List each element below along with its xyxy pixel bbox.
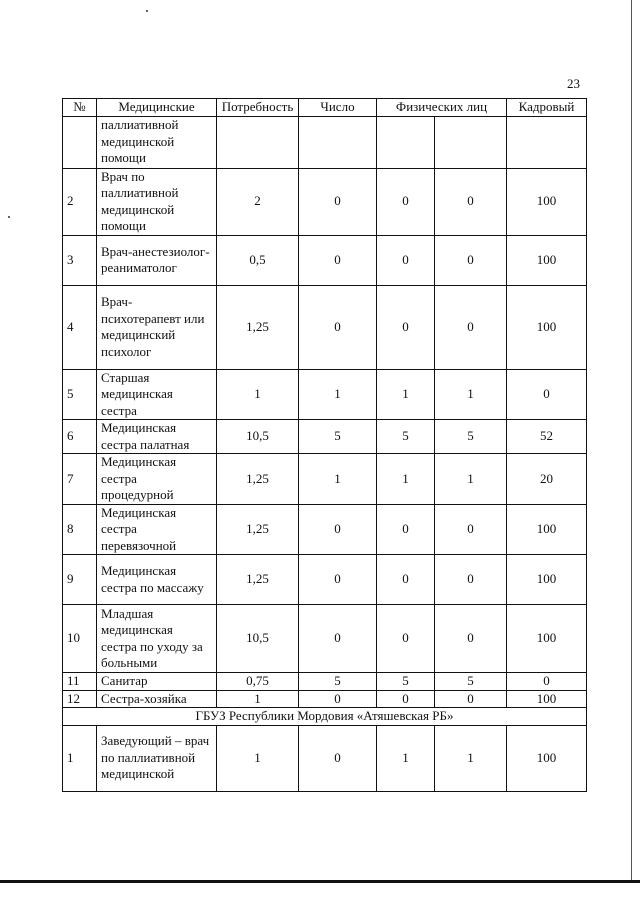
row-need <box>217 116 299 168</box>
table-row <box>63 555 587 605</box>
table-row <box>63 454 587 505</box>
section-title: ГБУЗ Республики Мордовия «Атяшевская РБ» <box>63 708 587 726</box>
row-physical-1: 0 <box>377 605 435 673</box>
row-number: 8 <box>63 504 97 555</box>
header-medical: Медицинские <box>97 99 217 117</box>
row-need: 10,5 <box>217 420 299 454</box>
row-physical-1: 1 <box>377 725 435 791</box>
header-count: Число <box>299 99 377 117</box>
row-position: Медицинская сестра палатная <box>97 420 217 454</box>
row-number: 1 <box>63 725 97 791</box>
scan-speck <box>146 10 148 12</box>
row-staff: 52 <box>507 420 587 454</box>
header-number: № <box>63 99 97 117</box>
staffing-table <box>62 98 587 792</box>
table-row <box>63 168 587 235</box>
row-physical-2: 5 <box>435 420 507 454</box>
row-physical-2: 0 <box>435 605 507 673</box>
row-physical-2: 0 <box>435 235 507 285</box>
row-count: 0 <box>299 168 377 235</box>
row-physical-1: 1 <box>377 369 435 420</box>
table-row <box>63 285 587 369</box>
row-staff: 100 <box>507 555 587 605</box>
row-position: Санитар <box>97 673 217 691</box>
row-physical-1: 0 <box>377 235 435 285</box>
row-need: 1 <box>217 690 299 708</box>
table-row <box>63 673 587 691</box>
row-number: 3 <box>63 235 97 285</box>
row-need: 0,75 <box>217 673 299 691</box>
row-physical-1: 5 <box>377 420 435 454</box>
row-count <box>299 116 377 168</box>
row-physical-2: 5 <box>435 673 507 691</box>
row-staff: 100 <box>507 725 587 791</box>
row-position: Медицинская сестра перевязочной <box>97 504 217 555</box>
row-position: Врач по паллиативной медицинской помощи <box>97 168 217 235</box>
row-count: 0 <box>299 235 377 285</box>
row-number: 9 <box>63 555 97 605</box>
table-header-row <box>63 99 587 117</box>
section-title-row <box>63 708 587 726</box>
row-number: 12 <box>63 690 97 708</box>
row-position: Младшая медицинская сестра по уходу за больными <box>97 605 217 673</box>
row-need: 10,5 <box>217 605 299 673</box>
table-row <box>63 369 587 420</box>
row-physical-2: 1 <box>435 454 507 505</box>
row-physical-1: 0 <box>377 555 435 605</box>
row-position: Заведующий – врач по паллиативной медицинской <box>97 725 217 791</box>
row-physical-1: 0 <box>377 690 435 708</box>
row-need: 1,25 <box>217 555 299 605</box>
row-count: 0 <box>299 605 377 673</box>
row-need: 1,25 <box>217 285 299 369</box>
row-physical-2: 0 <box>435 690 507 708</box>
row-count: 5 <box>299 673 377 691</box>
row-staff: 20 <box>507 454 587 505</box>
row-position: Старшая медицинская сестра <box>97 369 217 420</box>
row-position: паллиативной медицинской помощи <box>97 116 217 168</box>
row-number: 7 <box>63 454 97 505</box>
row-need: 1,25 <box>217 454 299 505</box>
row-number: 6 <box>63 420 97 454</box>
row-physical-1: 0 <box>377 168 435 235</box>
row-physical-2: 1 <box>435 369 507 420</box>
row-count: 0 <box>299 690 377 708</box>
scan-speck <box>8 216 10 218</box>
row-number: 4 <box>63 285 97 369</box>
page-right-edge <box>631 0 632 882</box>
header-staff: Кадровый <box>507 99 587 117</box>
row-staff: 100 <box>507 504 587 555</box>
row-staff: 0 <box>507 369 587 420</box>
row-need: 1 <box>217 369 299 420</box>
row-count: 5 <box>299 420 377 454</box>
row-number: 11 <box>63 673 97 691</box>
row-physical-1: 5 <box>377 673 435 691</box>
row-staff: 100 <box>507 168 587 235</box>
row-physical-2: 1 <box>435 725 507 791</box>
row-count: 0 <box>299 725 377 791</box>
row-physical-1: 1 <box>377 454 435 505</box>
row-physical-1: 0 <box>377 504 435 555</box>
row-position: Медицинская сестра по массажу <box>97 555 217 605</box>
row-number <box>63 116 97 168</box>
row-number: 2 <box>63 168 97 235</box>
row-number: 5 <box>63 369 97 420</box>
row-count: 0 <box>299 504 377 555</box>
row-count: 1 <box>299 454 377 505</box>
row-physical-1 <box>377 116 435 168</box>
row-staff: 0 <box>507 673 587 691</box>
row-need: 0,5 <box>217 235 299 285</box>
table-row <box>63 605 587 673</box>
row-staff: 100 <box>507 605 587 673</box>
row-count: 0 <box>299 555 377 605</box>
table-row <box>63 420 587 454</box>
header-physical-persons: Физических лиц <box>377 99 507 117</box>
row-number: 10 <box>63 605 97 673</box>
row-count: 1 <box>299 369 377 420</box>
row-physical-2: 0 <box>435 285 507 369</box>
row-position: Сестра-хозяйка <box>97 690 217 708</box>
row-count: 0 <box>299 285 377 369</box>
row-physical-1: 0 <box>377 285 435 369</box>
row-staff: 100 <box>507 235 587 285</box>
row-physical-2: 0 <box>435 504 507 555</box>
row-staff: 100 <box>507 285 587 369</box>
row-physical-2 <box>435 116 507 168</box>
row-need: 1,25 <box>217 504 299 555</box>
row-need: 2 <box>217 168 299 235</box>
table-row <box>63 116 587 168</box>
table-row <box>63 690 587 708</box>
row-position: Медицинская сестра процедурной <box>97 454 217 505</box>
table-row <box>63 235 587 285</box>
page-number: 23 <box>567 76 580 91</box>
row-staff: 100 <box>507 690 587 708</box>
row-position: Врач-психотерапевт или медицинский психолог <box>97 285 217 369</box>
header-need: Потребность <box>217 99 299 117</box>
page-bottom-edge <box>0 880 640 883</box>
row-staff <box>507 116 587 168</box>
table-row <box>63 725 587 791</box>
row-physical-2: 0 <box>435 555 507 605</box>
row-need: 1 <box>217 725 299 791</box>
table-row <box>63 504 587 555</box>
row-physical-2: 0 <box>435 168 507 235</box>
row-position: Врач-анестезиолог-реаниматолог <box>97 235 217 285</box>
